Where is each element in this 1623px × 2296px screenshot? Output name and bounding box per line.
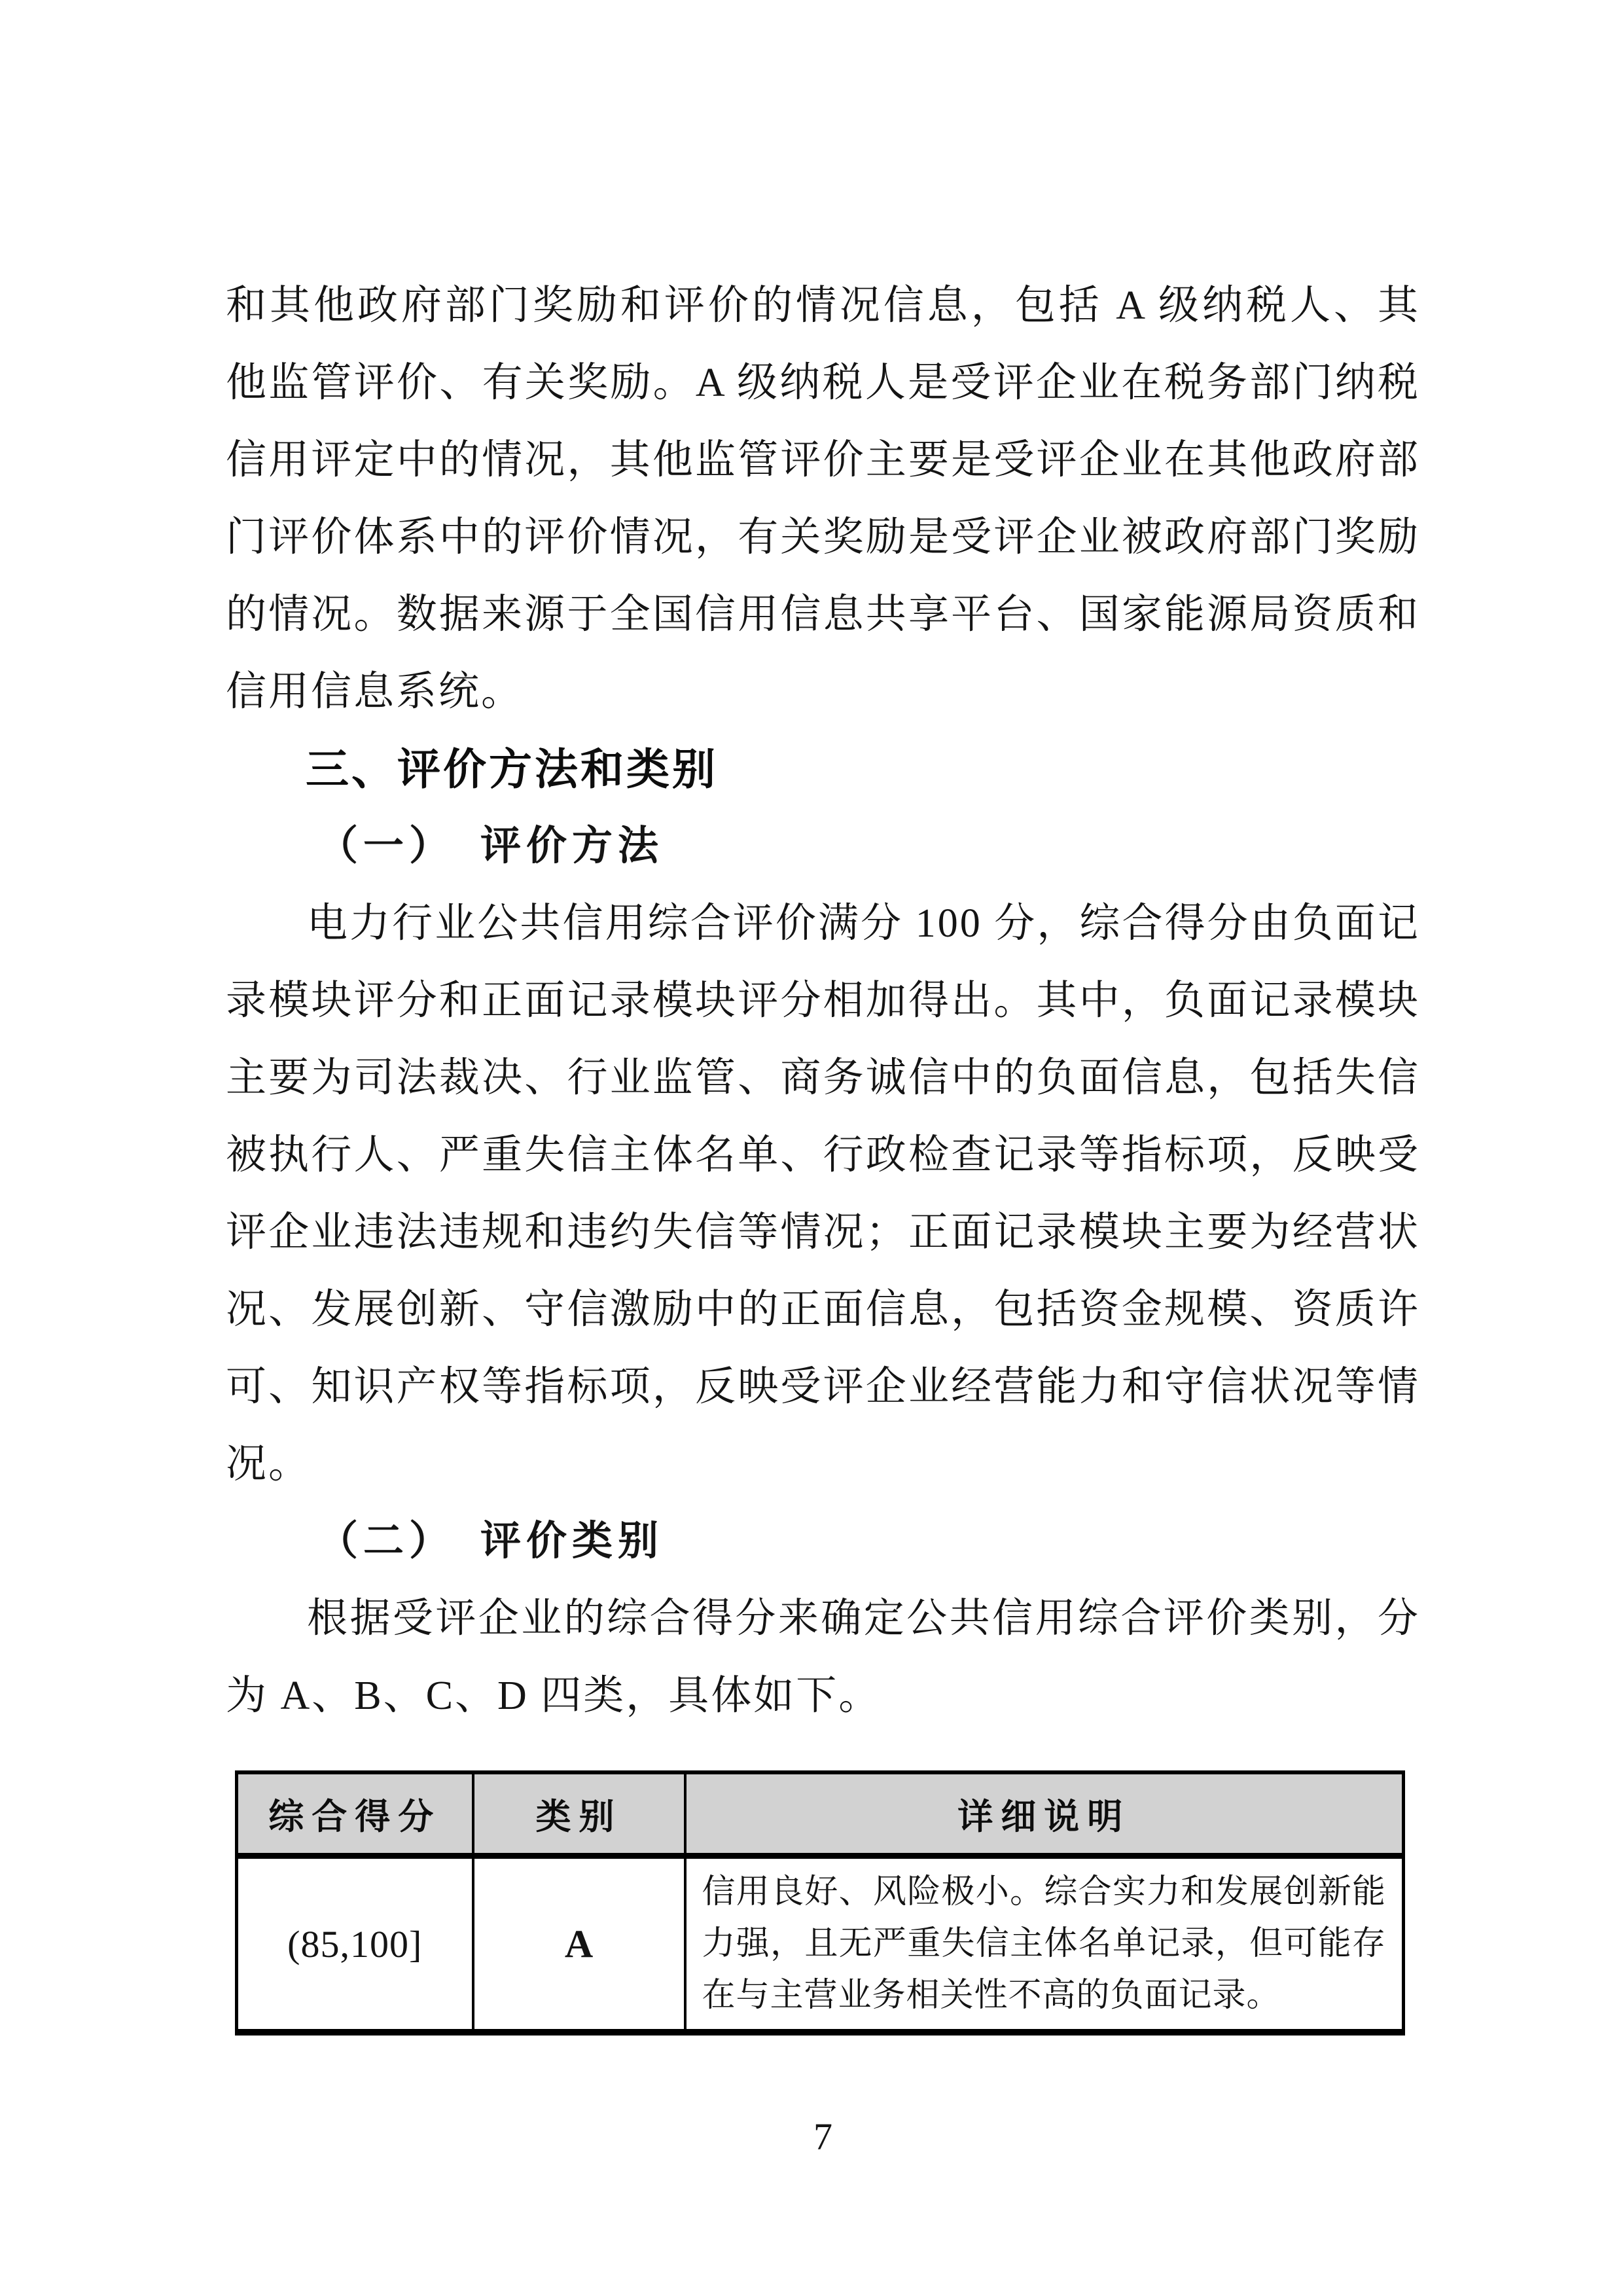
section-heading-evaluation-method-and-category: 三、评价方法和类别 xyxy=(306,745,718,793)
score-range-cell: (85,100] xyxy=(237,1856,473,2033)
paragraph-evaluation-method: 电力行业公共信用综合评价满分 100 分，综合得分由负面记录模块评分和正面记录模块评分相加得出。其中，负面记录模块主要为司法裁决、行业监管、商务诚信中的负面信息，包括失信被执行人、严重失信主体名单、行政检查记录等指标项，反映受评企业违法违规和违约失信等情况；正面记录模块主要为经营状况、发展创新、守信激励中的正面信息，包括资金规模、资质许可、知识产权等指标项，反映受评企业经营能力和守信状况等情况。 xyxy=(226,901,1420,1486)
sub-heading-evaluation-category: （二） 评价类别 xyxy=(317,1519,664,1564)
credit-grade-table xyxy=(235,1770,1405,2036)
credit-grade-table-header xyxy=(237,1772,1404,1856)
description-cell: 信用良好、风险极小。综合实力和发展创新能力强，且无严重失信主体名单记录，但可能存在与主营业务相关性不高的负面记录。 xyxy=(685,1856,1404,2033)
paragraph-continuation: 和其他政府部门奖励和评价的情况信息，包括 A 级纳税人、其他监管评价、有关奖励。A 级纳税人是受评企业在税务部门纳税信用评定中的情况，其他监管评价主要是受评企业在其他政府部门评价体系中的评价情况，有关奖励是受评企业被政府部门奖励的情况。数据来源于全国信用信息共享平台、国家能源局资质和信用信息系统。 xyxy=(226,283,1420,714)
credit-grade-table-body xyxy=(237,1856,1404,2033)
column-header-category: 类别 xyxy=(473,1772,685,1856)
paragraph-evaluation-category: 根据受评企业的综合得分来确定公共信用综合评价类别，分为 A、B、C、D 四类，具体如下。 xyxy=(226,1596,1420,1718)
grade-cell: A xyxy=(473,1856,685,2033)
page-content xyxy=(226,267,1420,2160)
page-number: 7 xyxy=(813,2115,832,2158)
table-row xyxy=(237,1856,1404,2033)
sub-heading-evaluation-method: （一） 评价方法 xyxy=(317,824,664,869)
column-header-score: 综合得分 xyxy=(237,1772,473,1856)
column-header-description: 详细说明 xyxy=(685,1772,1404,1856)
table-header-row xyxy=(237,1772,1404,1856)
